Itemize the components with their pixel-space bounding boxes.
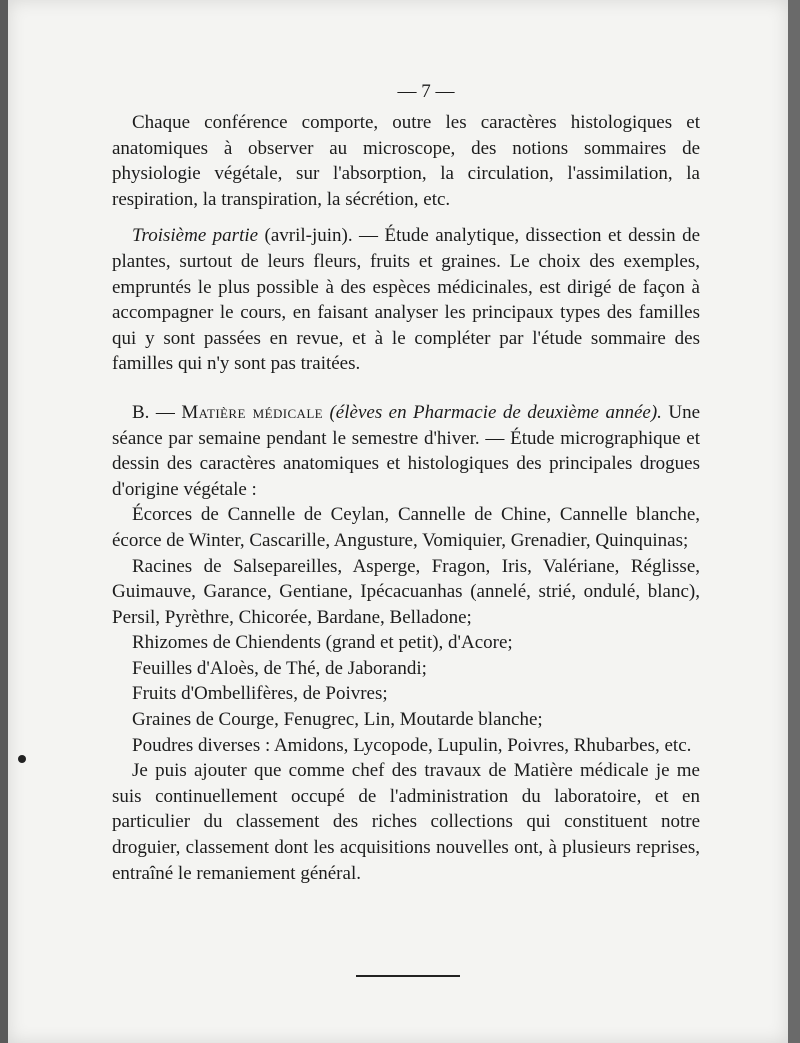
paragraph-third-part (112, 223, 700, 377)
page-number: — 7 — (397, 81, 455, 102)
section-b-audience: (élèves en Pharmacie de deuxième année). (329, 401, 662, 423)
page-edge-shadow (788, 0, 800, 1043)
paragraph-closing: Je puis ajouter que comme chef des travaux de Matière médicale je me suis continuellement occupé de l'administration du laboratoire, et en particulier du classement des riches collections qui constituent notre droguier, classement dont les acquisitions nouvelles ont, à plusieurs reprises, entraîné le remaniement général. (112, 760, 700, 884)
list-item: Racines de Salsepareilles, Asperge, Fragon, Iris, Valériane, Réglisse, Guimauve, Garance, Gentiane, Ipécacuanhas (annelé, strié, ondulé, blanc), Persil, Pyrèthre, Chicorée, Bardane, Belladone; (112, 555, 700, 628)
list-item: Rhizomes de Chiendents (grand et petit), d'Acore; (132, 632, 513, 654)
list-item: Graines de Courge, Fenugrec, Lin, Moutarde blanche; (132, 709, 543, 731)
section-b-title: Matière médicale (181, 401, 324, 423)
paragraph-histology: Chaque conférence comporte, outre les caractères histologiques et anatomiques à observer au microscope, des notions sommaires de physiologie végétale, sur l'absorption, la circulation, l'assimilation, la respiration, la transpiration, la sécrétion, etc. (112, 112, 700, 210)
list-item: Poudres diverses : Amidons, Lycopode, Lupulin, Poivres, Rhubarbes, etc. (132, 734, 692, 756)
section-b-prefix: B. — (132, 401, 182, 423)
end-rule (356, 975, 460, 977)
drug-list (112, 502, 700, 758)
page-text (112, 80, 700, 886)
third-part-heading: Troisième partie (132, 225, 259, 247)
list-item: Écorces de Cannelle de Ceylan, Cannelle de Chine, Cannelle blanche, écorce de Winter, Cascarille, Angusture, Vomiquier, Grenadier, Quinquinas; (112, 504, 700, 551)
list-item: Fruits d'Ombellifères, de Poivres; (132, 683, 388, 705)
margin-dot (18, 755, 26, 763)
section-b-text: Une séance par semaine pendant le semestre d'hiver. — Étude micrographique et dessin des caractères anatomiques et histologiques des principales drogues d'origine végétale : (112, 401, 700, 500)
third-part-text: (avril-juin). — Étude analytique, dissection et dessin de plantes, surtout de leurs fleurs, fruits et graines. Le choix des exemples, empruntés le plus possible à des espèces médicinales, est dirigé de façon à accompagner le cours, en faisant analyser les principaux types des familles qui y sont passées en revue, et à le compléter par l'étude sommaire des familles qui n'y sont pas traitées. (112, 225, 700, 375)
paragraph-section-b (112, 400, 700, 502)
list-item: Feuilles d'Aloès, de Thé, de Jaborandi; (132, 657, 427, 679)
